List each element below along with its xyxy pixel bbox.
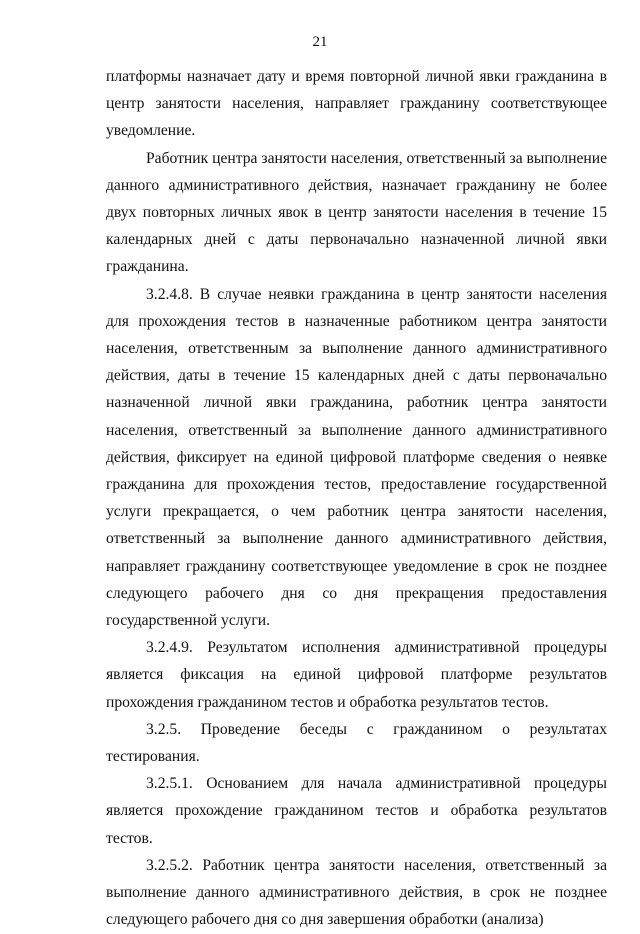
paragraph-repeat-visits: Работник центра занятости населения, ответственный за выполнение данного административного действия, назначает гражданину не более двух повторных личных явок в центр занятости населения в течение 15 календарных дней с даты первоначально назначенной личной явки гражданина.	[106, 149, 607, 276]
paragraph-3-2-4-9: 3.2.4.9. Результатом исполнения административной процедуры является фиксация на единой цифровой платформе результатов прохождения гражданином тестов и обработка результатов тестов.	[106, 639, 607, 711]
paragraph-3-2-5-1: 3.2.5.1. Основанием для начала административной процедуры является прохождение гражданином тестов и обработка результатов тестов.	[106, 775, 607, 847]
paragraph-3-2-4-8: 3.2.4.8. В случае неявки гражданина в центр занятости населения для прохождения тестов в назначенные работником центра занятости населения, ответственным за выполнение данного административного действия, даты в течение 15 календарных дней с даты первоначально назначенной личной явки гражданина, работник центра занятости населения, ответственный за выполнение данного административного действия, фиксирует на единой цифровой платформе сведения о неявке гражданина для прохождения тестов, предоставление государственной услуги прекращается, о чем работник центра занятости населения, ответственный за выполнение данного административного действия, направляет гражданину соответствующее уведомление в срок не позднее следующего рабочего дня со дня прекращения предоставления государственной услуги.	[106, 285, 607, 630]
paragraph-3-2-5-2: 3.2.5.2. Работник центра занятости населения, ответственный за выполнение данного административного действия, в срок не позднее следующего рабочего дня со дня завершения обработки (анализа)	[106, 856, 607, 929]
document-body	[106, 63, 607, 934]
page-number: 21	[312, 34, 328, 50]
paragraph-3-2-5: 3.2.5. Проведение беседы с гражданином о результатах тестирования.	[106, 720, 607, 766]
paragraph-continuation: платформы назначает дату и время повторной личной явки гражданина в центр занятости населения, направляет гражданину соответствующее уведомление.	[106, 68, 607, 140]
